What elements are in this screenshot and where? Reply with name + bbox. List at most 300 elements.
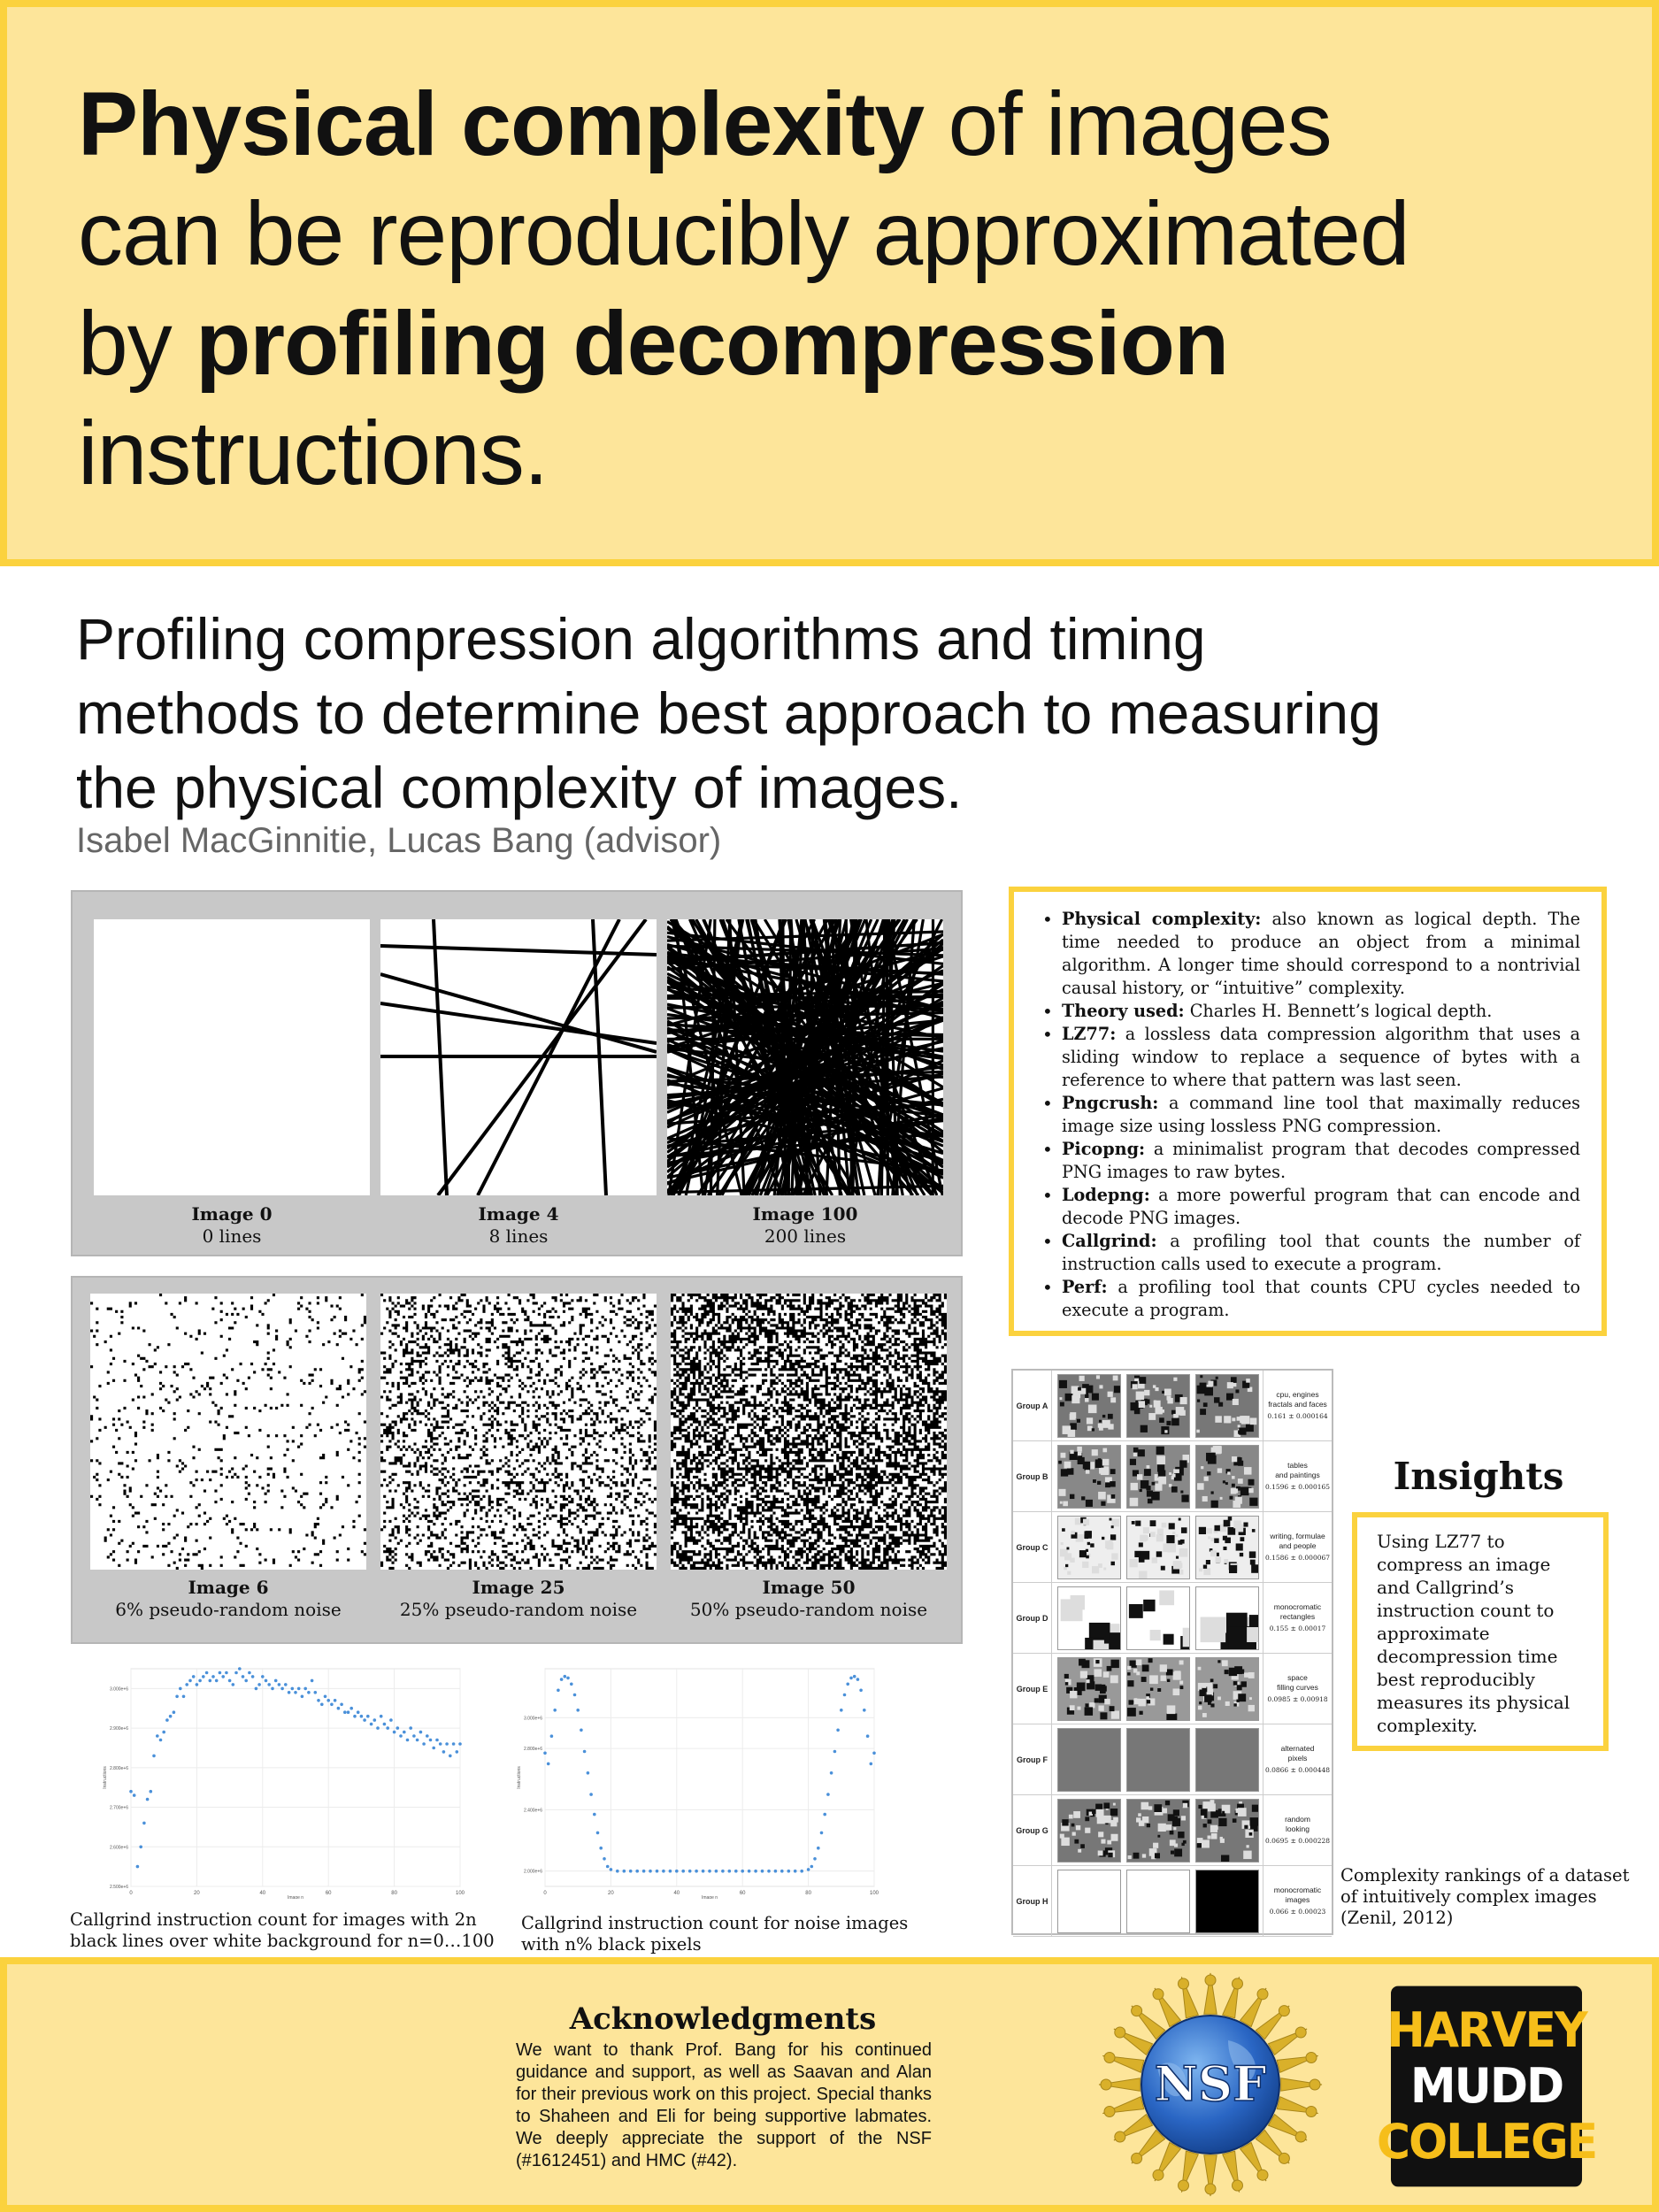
group-name: Group F: [1013, 1724, 1052, 1794]
definition-item: • Physical complexity: also known as logical depth. The time needed to produce an object from a minimal algorithm. A longer time should correspond to a nontrivial causal history, or “intuitive” complexity.: [1041, 908, 1580, 1000]
data-point: [173, 1710, 176, 1714]
data-point: [169, 1715, 173, 1718]
data-point: [610, 1868, 613, 1871]
group-sample-image: [1057, 1445, 1121, 1509]
group-sample-image: [1057, 1657, 1121, 1721]
group-score: 0.155 ± 0.00017: [1269, 1624, 1326, 1632]
group-desc-line: alternated: [1280, 1744, 1315, 1753]
data-point: [294, 1691, 297, 1694]
subtitle-line-1: Profiling compression algorithms and timing: [76, 606, 1206, 672]
nsf-ray-tip: [1104, 2053, 1115, 2063]
group-sample-image: [1195, 1728, 1259, 1792]
group-sample-image: [1126, 1870, 1190, 1933]
hmc-logo-line-2: MUDD: [1409, 2058, 1563, 2115]
data-point: [198, 1679, 202, 1683]
data-point: [826, 1793, 830, 1796]
y-tick-label: 2.000e+6: [524, 1869, 542, 1875]
data-point: [550, 1734, 554, 1738]
data-point: [406, 1739, 410, 1742]
headline-text-2: can be reproducibly approximated: [78, 183, 1409, 284]
data-point: [330, 1703, 334, 1707]
x-tick-label: 40: [259, 1891, 266, 1896]
data-point: [629, 1870, 633, 1873]
group-description: [1263, 1724, 1332, 1794]
data-point: [800, 1870, 803, 1873]
group-row: [1013, 1371, 1332, 1441]
nsf-ray-tip: [1104, 2107, 1115, 2117]
data-point: [840, 1709, 843, 1712]
data-point: [656, 1870, 659, 1873]
acknowledgments-body: We want to thank Prof. Bang for his continued guidance and support, as well as Saavan and Alan for their previous work on this project. Special thanks to Shaheen and Eli for being supportive labmates. We deeply appreciate the support of the NSF (#1612451) and HMC (#42).: [516, 2040, 932, 2170]
data-point: [787, 1870, 791, 1873]
data-point: [422, 1742, 426, 1746]
data-point: [836, 1729, 840, 1732]
data-point: [297, 1687, 301, 1691]
data-point: [242, 1675, 245, 1678]
definition-item: • Lodepng: a more powerful program that can encode and decode PNG images.: [1041, 1184, 1580, 1230]
data-point: [416, 1739, 419, 1742]
data-point: [360, 1715, 364, 1718]
group-sample-image: [1195, 1445, 1259, 1509]
image-25-noise: [380, 1294, 657, 1570]
data-point: [159, 1739, 163, 1742]
nsf-ray-tip: [1132, 2153, 1142, 2163]
data-point: [265, 1679, 268, 1683]
lines-plot-caption: Callgrind instruction count for images with 2n black lines over white background for n=0…100: [70, 1909, 495, 1951]
data-point: [288, 1691, 291, 1694]
group-description: [1263, 1441, 1332, 1511]
group-score: 0.0695 ± 0.000228: [1264, 1837, 1331, 1845]
definition-item: • Perf: a profiling tool that counts CPU cycles needed to execute a program.: [1041, 1276, 1580, 1322]
poster-subtitle: [76, 602, 1580, 825]
group-sample-image: [1126, 1445, 1190, 1509]
group-sample-image: [1195, 1586, 1259, 1650]
group-sample-image: [1195, 1799, 1259, 1863]
data-point: [794, 1870, 797, 1873]
data-point: [573, 1694, 577, 1697]
data-point: [560, 1678, 564, 1681]
caption-image-6: Image 6 6% pseudo-random noise: [115, 1577, 342, 1620]
group-desc-line: pixels: [1287, 1754, 1308, 1763]
x-tick-label: 100: [455, 1891, 465, 1896]
data-point: [383, 1723, 387, 1726]
data-point: [599, 1847, 603, 1850]
data-point: [580, 1729, 583, 1732]
data-point: [566, 1677, 570, 1680]
data-point: [389, 1718, 393, 1722]
data-point: [396, 1726, 400, 1730]
nsf-ray-tip: [1306, 2053, 1317, 2063]
group-desc-line: random: [1285, 1815, 1310, 1824]
data-point: [175, 1695, 179, 1699]
nsf-ray-tip: [1115, 2131, 1125, 2142]
y-tick-label: 2.700e+6: [110, 1805, 128, 1811]
data-point: [337, 1707, 341, 1710]
data-point: [326, 1699, 330, 1702]
group-sample-image: [1057, 1870, 1121, 1933]
group-desc-line: monocromatic: [1273, 1886, 1322, 1894]
data-point: [324, 1695, 327, 1699]
data-point: [234, 1671, 238, 1675]
y-tick-label: 3.000e+6: [524, 1716, 542, 1722]
x-tick-label: 0: [543, 1891, 547, 1896]
group-sample-image: [1126, 1586, 1190, 1650]
headline-text-4: instructions.: [78, 403, 549, 503]
nsf-ray-tip: [1205, 2184, 1216, 2194]
nsf-ray-tip: [1306, 2107, 1317, 2117]
data-point: [156, 1734, 159, 1738]
nsf-ray-tip: [1257, 2170, 1268, 2180]
data-point: [419, 1731, 423, 1734]
data-point: [435, 1739, 439, 1742]
noise-instruction-plot: [513, 1660, 885, 1899]
data-point: [623, 1870, 626, 1873]
data-point: [303, 1687, 307, 1691]
nsf-ray-tip: [1310, 2079, 1320, 2090]
data-point: [456, 1750, 459, 1754]
group-name: Group H: [1013, 1866, 1052, 1936]
data-point: [221, 1675, 225, 1678]
data-point: [357, 1710, 360, 1714]
data-point: [314, 1691, 318, 1694]
data-point: [669, 1870, 672, 1873]
data-point: [291, 1687, 295, 1691]
data-point: [596, 1832, 600, 1835]
data-point: [587, 1771, 590, 1775]
data-point: [209, 1679, 212, 1683]
caption-image-4: Image 4 8 lines: [478, 1203, 559, 1247]
group-sample-image: [1126, 1516, 1190, 1579]
data-point: [340, 1703, 343, 1707]
hmc-logo-line-3: COLLEGE: [1376, 2114, 1597, 2170]
lines-instruction-plot: [99, 1660, 471, 1899]
data-point: [774, 1870, 778, 1873]
nsf-ray-tip: [1179, 2180, 1189, 2191]
y-tick-label: 2.400e+6: [524, 1808, 542, 1814]
group-name: Group E: [1013, 1654, 1052, 1724]
data-point: [761, 1870, 764, 1873]
data-point: [373, 1718, 377, 1722]
data-point: [728, 1870, 732, 1873]
group-description: [1263, 1512, 1332, 1582]
definition-item: • LZ77: a lossless data compression algorithm that uses a sliding window to replace a sequence of bytes with a reference to where that pattern was last seen.: [1041, 1023, 1580, 1092]
group-description: [1263, 1795, 1332, 1865]
data-point: [675, 1870, 679, 1873]
data-point: [708, 1870, 711, 1873]
nsf-ray-tip: [1295, 2027, 1306, 2038]
data-point: [133, 1793, 136, 1797]
data-point: [681, 1870, 685, 1873]
data-point: [393, 1731, 396, 1734]
nsf-ray-tip: [1257, 1989, 1268, 2000]
hmc-logo-line-1: HARVEY: [1386, 2002, 1586, 2059]
data-point: [846, 1683, 849, 1686]
data-point: [219, 1671, 222, 1675]
data-point: [251, 1675, 255, 1678]
group-score: 0.161 ± 0.000164: [1267, 1412, 1328, 1420]
data-point: [870, 1763, 873, 1766]
data-point: [606, 1865, 610, 1869]
group-sample-image: [1126, 1799, 1190, 1863]
nsf-ray-tip: [1179, 1978, 1189, 1989]
data-point: [409, 1726, 412, 1730]
data-point: [863, 1709, 866, 1712]
group-row: [1013, 1583, 1332, 1654]
x-tick-label: 60: [739, 1891, 746, 1896]
data-point: [366, 1715, 370, 1718]
nsf-ray-tip: [1115, 2027, 1125, 2038]
x-tick-label: 100: [869, 1891, 879, 1896]
data-point: [439, 1742, 442, 1746]
data-point: [570, 1683, 573, 1686]
data-point: [449, 1755, 452, 1758]
data-point: [429, 1739, 433, 1742]
data-point: [238, 1667, 242, 1671]
x-tick-label: 40: [673, 1891, 680, 1896]
group-sample-image: [1126, 1374, 1190, 1438]
data-point: [278, 1683, 281, 1686]
data-point: [403, 1731, 406, 1734]
nsf-ray-tip: [1205, 1975, 1216, 1985]
group-desc-line: and people: [1279, 1541, 1317, 1550]
subtitle-line-3: the physical complexity of images.: [76, 755, 963, 820]
data-point: [442, 1750, 446, 1754]
caption-image-50: Image 50 50% pseudo-random noise: [689, 1577, 928, 1620]
data-point: [165, 1718, 169, 1722]
data-point: [192, 1675, 196, 1678]
data-point: [445, 1742, 449, 1746]
data-point: [830, 1771, 833, 1775]
data-point: [767, 1870, 771, 1873]
group-name: Group D: [1013, 1583, 1052, 1653]
data-point: [334, 1699, 337, 1702]
y-axis-label: Instructions: [517, 1766, 522, 1789]
data-point: [280, 1687, 284, 1691]
data-point: [583, 1750, 587, 1754]
group-description: [1263, 1583, 1332, 1653]
data-point: [370, 1723, 373, 1726]
x-tick-label: 80: [805, 1891, 811, 1896]
x-tick-label: 0: [129, 1891, 133, 1896]
data-point: [820, 1832, 824, 1835]
group-name: Group C: [1013, 1512, 1052, 1582]
group-sample-image: [1195, 1870, 1259, 1933]
data-point: [146, 1798, 150, 1801]
data-point: [196, 1683, 199, 1686]
group-sample-image: [1057, 1586, 1121, 1650]
svg-text:NSF: NSF: [1154, 2055, 1267, 2112]
group-desc-line: writing, formulae: [1270, 1532, 1325, 1540]
data-point: [232, 1683, 235, 1686]
group-name: Group B: [1013, 1441, 1052, 1511]
data-point: [721, 1870, 725, 1873]
data-point: [741, 1870, 744, 1873]
nsf-ray-tip: [1279, 2006, 1289, 2016]
headline-text-3: by: [78, 293, 196, 394]
data-point: [603, 1857, 606, 1861]
data-point: [255, 1687, 258, 1691]
group-description: [1263, 1654, 1332, 1724]
data-point: [662, 1870, 665, 1873]
data-point: [215, 1679, 219, 1683]
image-100-lines: [667, 919, 943, 1195]
data-point: [307, 1691, 311, 1694]
data-point: [139, 1846, 142, 1849]
data-point: [202, 1675, 205, 1678]
caption-image-25: Image 25 25% pseudo-random noise: [399, 1577, 638, 1620]
noise-plot-caption: Callgrind instruction count for noise images with n% black pixels: [521, 1913, 909, 1955]
x-tick-label: 60: [325, 1891, 332, 1896]
group-row: [1013, 1512, 1332, 1583]
data-point: [754, 1870, 757, 1873]
nsf-ray-tip: [1132, 2006, 1142, 2016]
nsf-logo: [1095, 1970, 1325, 2200]
data-point: [432, 1747, 435, 1750]
group-name: Group A: [1013, 1371, 1052, 1440]
image-6-noise: [90, 1294, 366, 1570]
data-point: [284, 1683, 288, 1686]
definition-item: • Pngcrush: a command line tool that maximally reduces image size using lossless PNG compression.: [1041, 1092, 1580, 1138]
poster-headline: [78, 69, 1582, 508]
group-sample-image: [1057, 1374, 1121, 1438]
data-point: [589, 1793, 593, 1796]
x-axis-label: Image n: [287, 1895, 304, 1899]
data-point: [311, 1679, 314, 1683]
data-point: [349, 1707, 353, 1710]
nsf-ray-tip: [1279, 2153, 1289, 2163]
caption-image-100: Image 100 200 lines: [752, 1203, 858, 1247]
data-point: [807, 1868, 810, 1871]
data-point: [635, 1870, 639, 1873]
data-point: [872, 1752, 876, 1755]
group-row: [1013, 1441, 1332, 1512]
definitions-list: [1041, 908, 1580, 1322]
headline-bold-3: profiling decompression: [196, 293, 1229, 394]
data-point: [715, 1870, 718, 1873]
data-point: [593, 1813, 596, 1816]
y-tick-label: 3.000e+6: [110, 1686, 128, 1693]
data-point: [150, 1790, 153, 1793]
data-point: [261, 1675, 265, 1678]
group-desc-line: fractals and faces: [1268, 1400, 1327, 1409]
group-desc-line: filling curves: [1277, 1683, 1318, 1692]
definition-item: • Callgrind: a profiling tool that counts the number of instruction calls used to execute a program.: [1041, 1230, 1580, 1276]
nsf-ray-tip: [1153, 2170, 1164, 2180]
y-tick-label: 2.800e+6: [524, 1747, 542, 1753]
data-point: [136, 1865, 140, 1869]
data-point: [205, 1671, 209, 1675]
data-point: [849, 1677, 853, 1680]
data-point: [347, 1710, 350, 1714]
data-point: [248, 1671, 251, 1675]
insights-box: Using LZ77 to compress an image and Callgrind’s instruction count to approximate decompression time best reproducibly measures its physical complexity.: [1352, 1512, 1609, 1751]
data-point: [734, 1870, 738, 1873]
headline-bold-1: Physical complexity: [78, 73, 925, 174]
group-desc-line: looking: [1286, 1824, 1310, 1833]
data-point: [458, 1742, 462, 1746]
data-point: [228, 1679, 232, 1683]
data-point: [833, 1750, 837, 1754]
data-point: [642, 1870, 646, 1873]
data-point: [257, 1683, 261, 1686]
zenil-caption: Complexity rankings of a dataset of intuitively complex images (Zenil, 2012): [1340, 1865, 1630, 1928]
x-tick-label: 80: [391, 1891, 397, 1896]
group-score: 0.0985 ± 0.00918: [1267, 1695, 1328, 1703]
data-point: [856, 1678, 860, 1681]
data-point: [225, 1671, 228, 1675]
data-point: [813, 1857, 817, 1861]
definition-item: • Theory used: Charles H. Bennett’s logical depth.: [1041, 1000, 1580, 1023]
y-axis-label: Instructions: [103, 1766, 108, 1789]
hmc-logo: [1376, 1986, 1597, 2187]
group-sample-image: [1126, 1657, 1190, 1721]
nsf-ray-tip: [1233, 1978, 1243, 1989]
group-sample-image: [1057, 1799, 1121, 1863]
image-50-noise: [671, 1294, 947, 1570]
group-sample-image: [1195, 1657, 1259, 1721]
data-point: [553, 1709, 557, 1712]
data-point: [353, 1715, 357, 1718]
data-point: [317, 1699, 320, 1702]
data-point: [320, 1703, 324, 1707]
group-sample-image: [1195, 1516, 1259, 1579]
data-point: [152, 1755, 156, 1758]
data-point: [343, 1710, 347, 1714]
data-point: [162, 1731, 165, 1734]
data-point: [412, 1734, 416, 1738]
data-point: [695, 1870, 698, 1873]
group-score: 0.0866 ± 0.000448: [1264, 1766, 1331, 1774]
y-tick-label: 2.500e+6: [110, 1885, 128, 1890]
definitions-box: [1009, 887, 1607, 1336]
data-point: [616, 1870, 619, 1873]
group-sample-image: [1195, 1374, 1259, 1438]
group-row: [1013, 1795, 1332, 1866]
data-point: [301, 1695, 304, 1699]
y-tick-label: 2.600e+6: [110, 1845, 128, 1851]
group-score: 0.1596 ± 0.000165: [1264, 1483, 1331, 1491]
data-point: [274, 1679, 278, 1683]
data-point: [649, 1870, 652, 1873]
data-point: [426, 1734, 429, 1738]
data-point: [823, 1813, 826, 1816]
data-point: [547, 1763, 550, 1766]
definition-item: • Picopng: a minimalist program that decodes compressed PNG images to raw bytes.: [1041, 1138, 1580, 1184]
data-point: [267, 1683, 271, 1686]
data-point: [748, 1870, 751, 1873]
data-point: [576, 1709, 580, 1712]
data-point: [182, 1695, 186, 1699]
data-point: [688, 1870, 692, 1873]
data-point: [702, 1870, 705, 1873]
group-sample-image: [1057, 1516, 1121, 1579]
group-row: [1013, 1866, 1332, 1937]
x-tick-label: 20: [608, 1891, 614, 1896]
group-description: [1263, 1866, 1332, 1936]
data-point: [853, 1675, 856, 1678]
data-point: [843, 1694, 847, 1697]
group-desc-line: and paintings: [1275, 1471, 1320, 1479]
complexity-groups-table: [1011, 1369, 1333, 1935]
group-desc-line: monocromatic: [1273, 1602, 1322, 1611]
data-point: [376, 1726, 380, 1730]
data-point: [244, 1679, 248, 1683]
data-point: [780, 1870, 784, 1873]
data-point: [452, 1742, 456, 1746]
y-tick-label: 2.800e+6: [110, 1765, 128, 1771]
group-desc-line: space: [1287, 1673, 1308, 1682]
group-desc-line: cpu, engines: [1276, 1390, 1319, 1399]
